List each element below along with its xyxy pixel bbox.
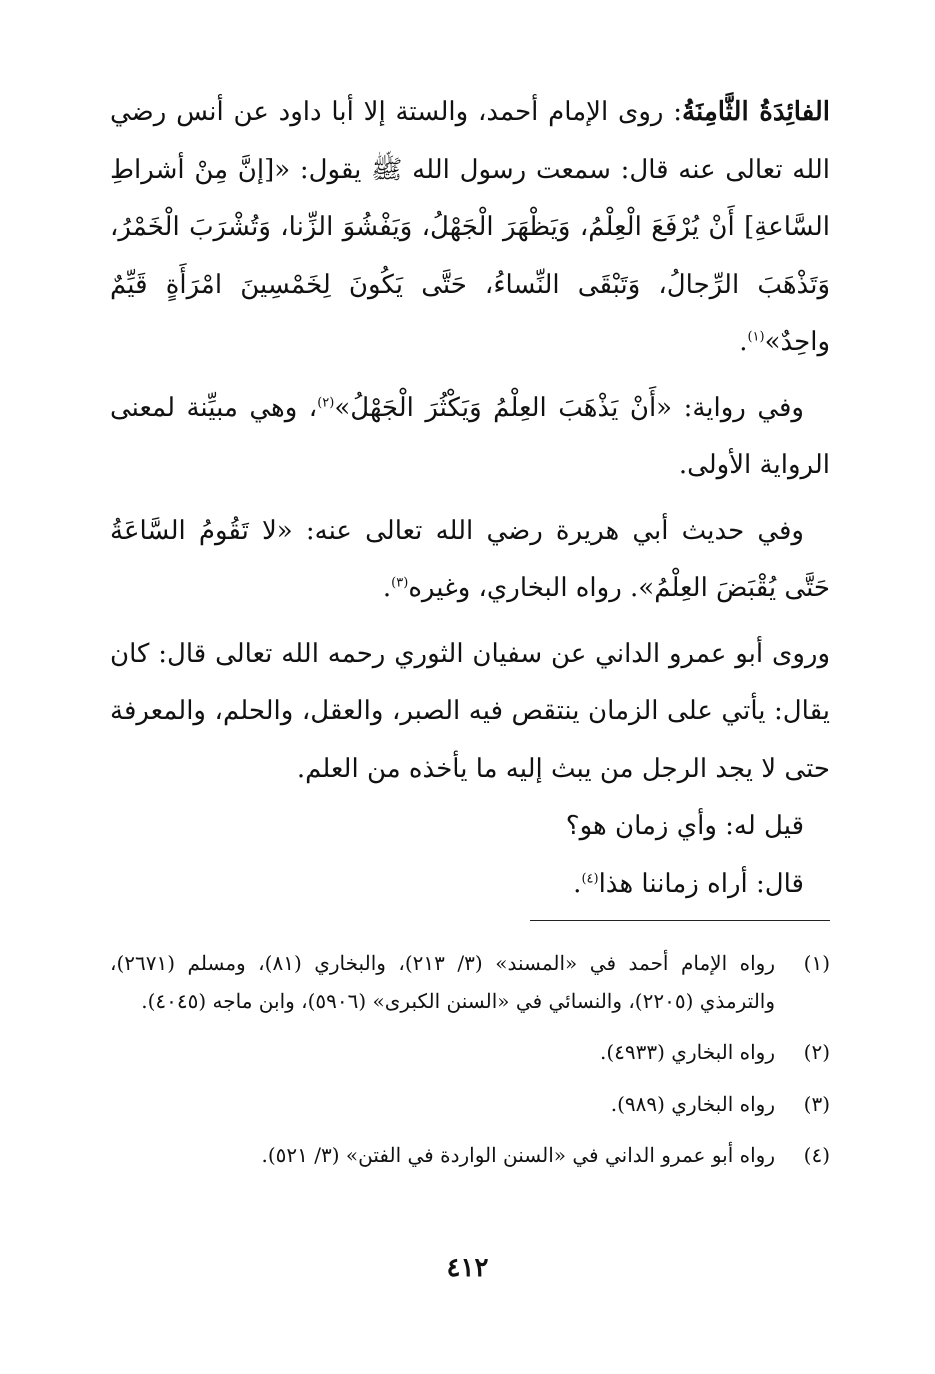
paragraph-benefit-eight xyxy=(110,84,830,372)
footnote-item xyxy=(110,1034,830,1072)
footnote-text: رواه الإمام أحمد في «المسند» (٣/ ٢١٣)، والبخاري (٨١)، ومسلم (٢٦٧١)، والترمذي (٢٢٠٥)، والنسائي في «السنن الكبرى» (٥٩٠٦)، وابن ماجه (٤٠٤٥). xyxy=(110,951,775,1013)
footnote-item xyxy=(110,1137,830,1175)
paragraph-question xyxy=(110,798,830,856)
footnote-ref-4[interactable]: (٤) xyxy=(581,870,599,886)
footnote-number: (٢) xyxy=(803,1040,830,1064)
footnote-separator xyxy=(530,920,830,921)
paragraph-text: قال: أراه زماننا هذا xyxy=(598,868,804,899)
paragraph-text: وفي حديث أبي هريرة رضي الله تعالى عنه: «لا تَقُومُ السَّاعَةُ حَتَّى يُقْبَضَ العِلْمُ». رواه البخاري، وغيره xyxy=(110,515,830,603)
footnote-item xyxy=(110,1086,830,1124)
paragraph-end: . xyxy=(573,868,582,899)
paragraph-answer xyxy=(110,856,830,914)
paragraph-text: : روى الإمام أحمد، والستة إلا أبا داود عن أنس رضي الله تعالى عنه قال: سمعت رسول الله ﷺ يقول: «[إنَّ مِنْ أشراطِ السَّاعةِ] أَنْ يُرْفَعَ الْعِلْمُ، وَيَظْهَرَ الْجَهْلُ، وَيَفْشُوَ الزِّنا، وَتُشْرَبَ الْخَمْرُ، وَتَذْهَبَ الرِّجالُ، وَتَبْقَى النِّساءُ، حَتَّى يَكُونَ لِخَمْسِينَ امْرَأَةٍ قَيِّمٌ واحِدٌ» xyxy=(110,97,830,357)
section-heading: الفائِدَةُ الثَّامِنَةُ xyxy=(682,97,831,127)
footnote-item xyxy=(110,945,830,1020)
paragraph-rest: ، وهي مبيِّنة لمعنى الرواية الأولى. xyxy=(110,392,830,480)
paragraph-end: . xyxy=(382,573,392,603)
paragraph-text: قيل له: وأي زمان هو؟ xyxy=(565,811,804,841)
paragraph-text: وروى أبو عمرو الداني عن سفيان الثوري رحمه الله تعالى قال: كان يقال: يأتي على الزمان ينتقص فيه الصبر، والعقل، والحلم، والمعرفة حتى لا يجد الرجل من يبث إليه ما يأخذه من العلم. xyxy=(110,638,830,784)
footnote-text: رواه أبو عمرو الداني في «السنن الواردة في الفتن» (٣/ ٥٢١). xyxy=(261,1143,775,1167)
paragraph-text: وفي رواية: «أَنْ يَذْهَبَ العِلْمُ وَيَكْثُرَ الْجَهْلُ» xyxy=(334,392,804,423)
footnote-number: (٤) xyxy=(803,1143,830,1167)
page-number: ٤١٢ xyxy=(446,1253,489,1283)
footnote-ref-3[interactable]: (٣) xyxy=(391,575,409,591)
main-text xyxy=(110,84,830,913)
paragraph-narration xyxy=(110,380,830,495)
footnote-text: رواه البخاري (٩٨٩). xyxy=(610,1091,775,1116)
footnote-ref-2[interactable]: (٢) xyxy=(317,394,335,410)
footnote-ref-1[interactable]: (١) xyxy=(747,329,765,345)
footnote-text: رواه البخاري (٤٩٣٣). xyxy=(599,1040,775,1064)
footnotes xyxy=(110,945,830,1175)
paragraph-end: . xyxy=(739,327,748,357)
paragraph-sufyan xyxy=(110,626,830,799)
footnote-number: (٣) xyxy=(803,1091,830,1116)
footnote-number: (١) xyxy=(803,951,830,975)
paragraph-abu-hurayra xyxy=(110,503,830,618)
